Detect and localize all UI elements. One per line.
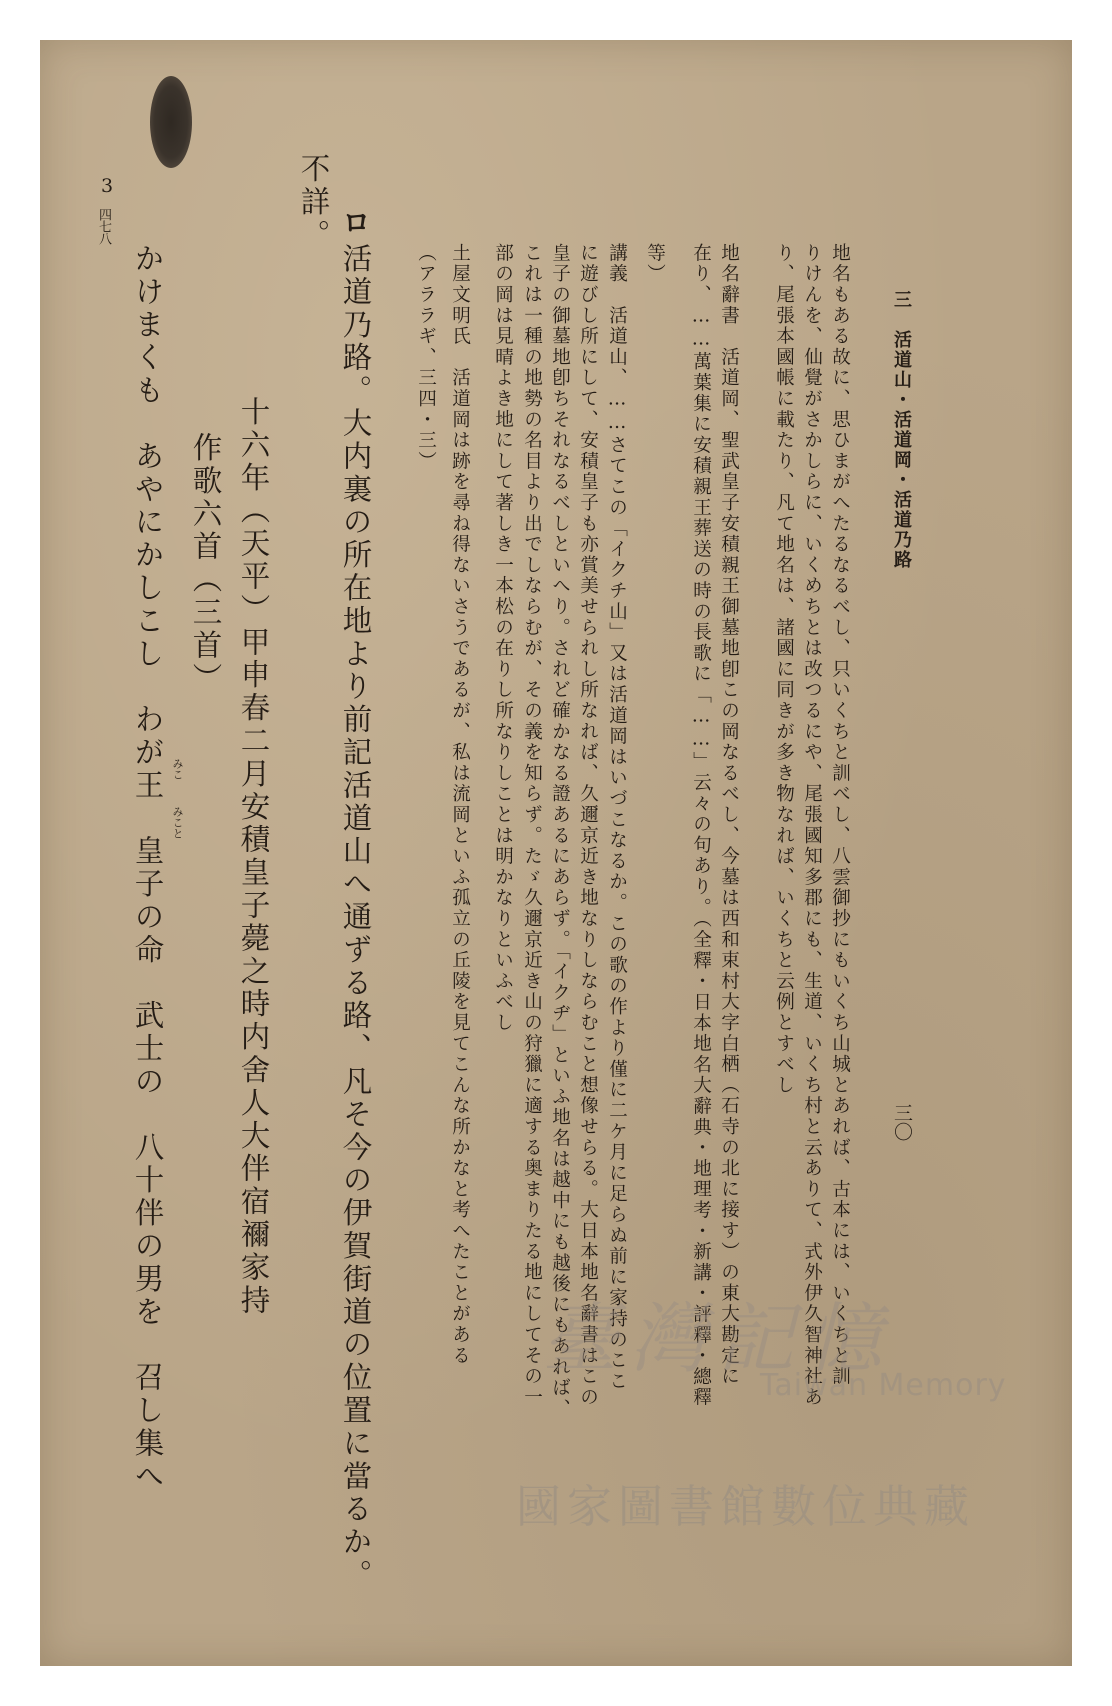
commentary-line: りけんを、仙覺がさかしらに、いくめちとは改つるにや、尾張國知多郡にも、生道、いくち村と云ありて、式外伊久智神社あ [801, 243, 823, 1408]
book-page [40, 40, 1072, 1666]
corner-number: 3 [96, 175, 118, 197]
watermark-logo: 臺灣記憶 [542, 1294, 894, 1383]
section-marker: ロ [338, 207, 372, 240]
ruby-miko: みこ [171, 758, 184, 780]
commentary-line: 皇子の御墓地卽ちそれなるべしといへり。されど確かなる證あるにあらず。「イクヂ」といふ地名は越中にも越後にもあれば、 [549, 243, 571, 1420]
poem-verse: かけまくも あやにかしこし わが王 皇子の命 武士の 八十伴の男を 召し集へ [130, 243, 165, 1494]
commentary-line: り、尾張本國帳に載たり、凡て地名は、諸國に同きが多き物なれば、いくちと云例とすべし [773, 243, 795, 1096]
commentary-line: 講義 活道山、……さてこの「イクチ山」又は活道岡はいづこなるか。この歌の作より僅に二ケ月に足らぬ前に家持のここ [606, 243, 628, 1392]
page-number: 三〇 [891, 1103, 913, 1141]
commentary-line: 土屋文明氏 活道岡は跡を尋ね得ないさうであるが、私は流岡といふ孤立の丘陵を見てこんな所かなと考へたことがある [449, 243, 471, 1367]
commentary-line: 等） [644, 243, 666, 285]
commentary-line: これは一種の地勢の名目より出でしならむが、その義を知らず。たゞ久邇京近き山の狩獵に適する奥まりたる地にしてその一 [521, 243, 543, 1408]
commentary-line: 在り、……萬葉集に安積親王葬送の時の長歌に「……」云々の句あり。（全釋・日本地名大辭典・地理考・新講・評釋・總釋 [690, 243, 712, 1409]
section-text: 活道乃路。大内裏の所在地より前記活道山へ通ずる路、凡そ今の伊賀街道の位置に當るか。 [338, 243, 373, 1592]
commentary-line: 地名辭書 活道岡、聖武皇子安積親王御墓地卽この岡なるべし、今墓は西和束村大字白栖（石寺の北に接す）の東大勘定に [718, 243, 740, 1387]
poem-number: 四七八 [96, 208, 111, 244]
commentary-line: （アララギ、三四・三） [415, 243, 437, 472]
poem-title: 作歌六首（三首） [188, 432, 223, 696]
ruby-mikoto: みこと [171, 806, 184, 839]
watermark-english: Taiwan Memory [760, 1368, 1007, 1403]
commentary-line: に遊びし所にして、安積皇子も亦賞美せられし所なれば、久邇京近き地なりしならむこと想像せらる。大日本地名辭書はこの [577, 243, 599, 1408]
watermark-institution: 國家圖書館數位典藏 [516, 1480, 976, 1533]
commentary-line: 部の岡は見晴よき地にして著しき一本松の在りし所なりしことは明かなりといふべし [492, 243, 514, 1034]
section-text: 不詳。 [296, 153, 331, 252]
running-title: 三 活道山・活道岡・活道乃路 [891, 290, 912, 570]
commentary-line: 地名もある故に、思ひまがへたるなるべし、只いくちと訓べし、八雲御抄にもいくち山城とあれば、古本には、いくちと訓 [829, 243, 851, 1387]
poem-preface: 十六年（天平）甲申春二月安積皇子薨之時内舍人大伴宿禰家持 [236, 396, 271, 1318]
binding-hole [150, 76, 192, 168]
